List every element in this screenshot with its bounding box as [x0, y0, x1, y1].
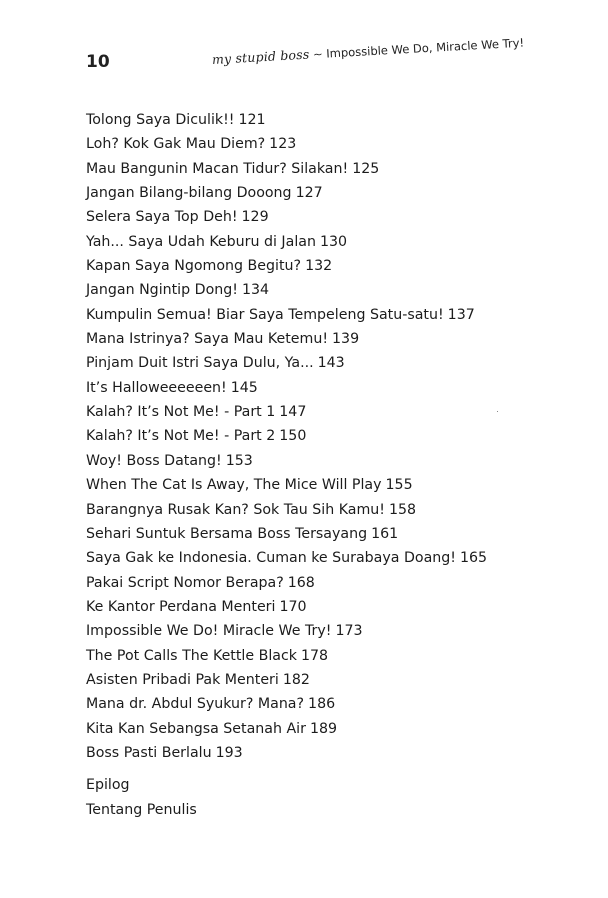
toc-entry-title: The Pot Calls The Kettle Black — [86, 647, 297, 664]
toc-entry-page: 193 — [215, 744, 243, 761]
toc-entry — [86, 205, 586, 229]
toc-entry — [86, 595, 586, 619]
back-matter-entry: Tentang Penulis — [86, 802, 197, 818]
toc-entry — [86, 668, 586, 692]
page-speck — [497, 411, 498, 412]
toc-entry-page: 189 — [309, 720, 338, 737]
toc-entry-page: 161 — [371, 525, 399, 542]
toc-entry-title: Kalah? It’s Not Me! - Part 2 — [86, 428, 276, 445]
toc-entry — [86, 254, 586, 278]
toc-entry-page: 182 — [282, 671, 310, 688]
toc-entry-title: Yah... Saya Udah Keburu di Jalan — [86, 233, 316, 250]
toc-entry — [86, 230, 586, 254]
toc-entry-page: 150 — [279, 428, 307, 445]
running-header-book-title: my stupid boss — [211, 46, 310, 67]
toc-entry-title: Woy! Boss Datang! — [86, 452, 222, 469]
toc-entry-title: Saya Gak ke Indonesia. Cuman ke Surabaya Doang! — [86, 550, 456, 567]
toc-entry — [86, 132, 586, 156]
table-of-contents — [86, 108, 586, 765]
toc-entry-page: 127 — [295, 185, 323, 202]
toc-entry-title: When The Cat Is Away, The Mice Will Play — [86, 477, 382, 494]
toc-entry-page: 147 — [279, 404, 307, 421]
toc-entry-page: 137 — [447, 306, 475, 323]
toc-entry — [86, 571, 586, 595]
toc-entry-title: Impossible We Do! Miracle We Try! — [86, 623, 332, 640]
toc-entry-page: 129 — [241, 209, 269, 226]
toc-entry-page: 130 — [319, 233, 348, 250]
toc-entry-title: Pakai Script Nomor Berapa? — [86, 574, 284, 591]
toc-entry-title: Kita Kan Sebangsa Setanah Air — [86, 720, 306, 737]
toc-entry — [86, 181, 586, 205]
toc-entry-page: 153 — [225, 452, 253, 469]
toc-entry — [86, 376, 586, 400]
toc-entry-page: 186 — [308, 696, 336, 713]
running-header-subtitle: ~ Impossible We Do, Miracle We Try! — [312, 35, 525, 62]
toc-entry-title: Ke Kantor Perdana Menteri — [86, 598, 276, 615]
toc-entry-page: 121 — [238, 112, 266, 128]
toc-entry-title: Barangnya Rusak Kan? Sok Tau Sih Kamu! — [86, 501, 385, 518]
toc-entry-page: 155 — [385, 477, 413, 494]
toc-entry — [86, 424, 586, 448]
toc-entry-page: 143 — [317, 355, 345, 372]
toc-entry-title: Kapan Saya Ngomong Begitu? — [86, 258, 302, 275]
toc-entry — [86, 157, 586, 181]
toc-entry — [86, 546, 586, 570]
toc-entry-page: 134 — [241, 282, 270, 299]
toc-entry-page: 139 — [332, 331, 360, 348]
toc-entry-title: Mana dr. Abdul Syukur? Mana? — [86, 696, 305, 713]
toc-entry — [86, 498, 586, 522]
toc-entry — [86, 717, 586, 741]
toc-entry — [86, 522, 586, 546]
toc-entry — [86, 303, 586, 327]
toc-entry — [86, 741, 586, 765]
toc-entry-page: 158 — [388, 501, 417, 518]
running-header — [212, 33, 557, 67]
toc-entry-title: Jangan Ngintip Dong! — [86, 282, 238, 299]
toc-entry-page: 170 — [279, 598, 307, 615]
toc-entry-title: Pinjam Duit Istri Saya Dulu, Ya... — [86, 355, 314, 372]
toc-entry-title: Loh? Kok Gak Mau Diem? — [86, 136, 266, 153]
toc-entry-title: Kumpulin Semua! Biar Saya Tempeleng Satu-satu! — [86, 306, 444, 323]
toc-entry-page: 178 — [301, 647, 329, 664]
page-number: 10 — [86, 52, 110, 72]
toc-entry-title: Asisten Pribadi Pak Menteri — [86, 671, 279, 688]
toc-entry-title: Jangan Bilang-bilang Dooong — [86, 185, 292, 202]
toc-entry-title: Selera Saya Top Deh! — [86, 209, 238, 226]
toc-entry — [86, 473, 586, 497]
toc-entry-page: 123 — [269, 136, 297, 153]
toc-entry — [86, 327, 586, 351]
toc-entry — [86, 400, 586, 424]
toc-entry-page: 165 — [459, 550, 488, 567]
toc-entry-page: 132 — [305, 258, 333, 275]
toc-entry-title: Mau Bangunin Macan Tidur? Silakan! — [86, 160, 349, 177]
toc-entry — [86, 692, 586, 716]
toc-entry — [86, 108, 586, 132]
toc-entry — [86, 619, 586, 643]
back-matter-entry: Epilog — [86, 777, 130, 793]
toc-entry-title: Tolong Saya Diculik!! — [86, 112, 235, 128]
toc-entry-page: 173 — [335, 623, 363, 640]
toc-entry-title: Mana Istrinya? Saya Mau Ketemu! — [86, 331, 329, 348]
toc-entry-title: Sehari Suntuk Bersama Boss Tersayang — [86, 525, 368, 542]
back-matter-list — [86, 773, 486, 823]
toc-entry-page: 168 — [287, 574, 315, 591]
toc-entry — [86, 351, 586, 375]
toc-entry-title: Boss Pasti Berlalu — [86, 744, 212, 761]
toc-entry-page: 125 — [352, 160, 380, 177]
toc-entry-page: 145 — [230, 379, 258, 396]
toc-entry — [86, 449, 586, 473]
toc-entry-title: It’s Halloweeeeeen! — [86, 379, 227, 396]
toc-entry — [86, 644, 586, 668]
toc-entry-title: Kalah? It’s Not Me! - Part 1 — [86, 404, 276, 421]
toc-entry — [86, 278, 586, 302]
